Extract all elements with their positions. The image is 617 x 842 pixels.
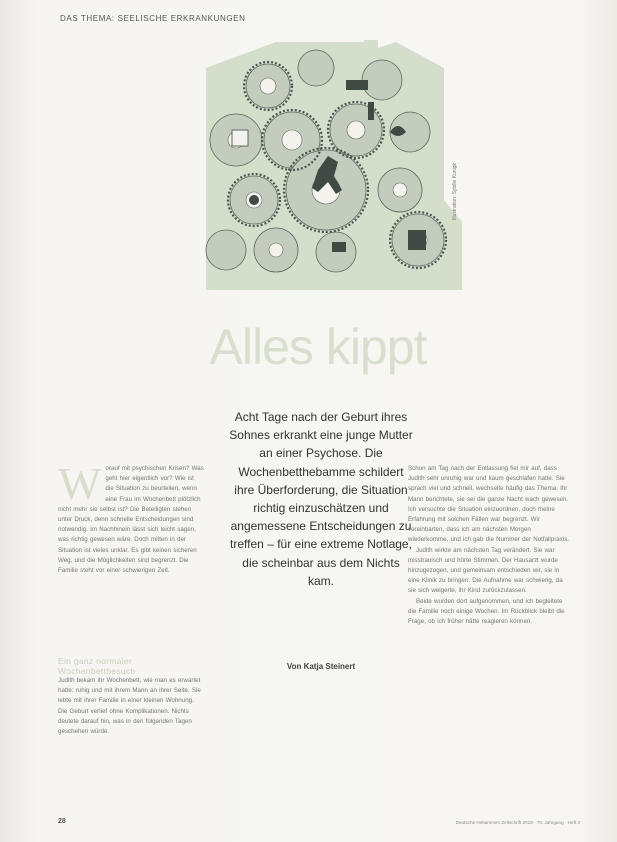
calendar-icon	[232, 130, 248, 146]
bottle-icon	[368, 102, 374, 120]
paragraph: Beide wurden dort aufgenommen, und ich begleitete die Familie noch einige Wochen. Im Rückblick bleibt die Frage, ob ich früher hätte reagieren können.	[408, 597, 565, 626]
headline: Alles kippt	[209, 319, 427, 375]
footer-source: Deutsche Hebammen Zeitschrift 2018 · 70. Jahrgang · Heft 3	[455, 820, 580, 825]
paragraph: Judith bekam ihr Wochenbett, wie man es erwartet hatte: ruhig und mit ihrem Mann an ihrer Seite. Sie lebte mit ihrer Familie in einer kleinen Wohnung. Die Geburt verlief ohne Komplikationen. Nichts deutete darauf hin, was in den folgenden Tagen geschehen würde.	[58, 677, 201, 736]
dropcap: W	[58, 458, 102, 509]
stroller-icon	[332, 242, 346, 252]
right-column	[408, 464, 570, 627]
chimney	[366, 40, 378, 62]
intro-text: Acht Tage nach der Geburt ihres Sohnes erkrankt eine junge Mutter an einer Psychose. Die Wochenbetthebamme schildert ihre Überforderung, die Situation richtig einzuschätzen und angemessene Entscheidungen zu treffen – für eine extreme Notlage, die scheinbar aus dem Nichts kam.	[229, 410, 413, 588]
phone-icon	[346, 80, 368, 90]
byline: Von Katja Steinert	[286, 662, 356, 671]
left-column	[58, 458, 204, 576]
gears-illustration	[196, 40, 462, 290]
illustration-credit: Illustration: Sybille Kunigk	[452, 163, 458, 220]
running-head: DAS THEMA: SEELISCHE ERKRANKUNGEN	[60, 14, 246, 23]
baby-icon	[249, 195, 259, 205]
paragraph: Schon am Tag nach der Entlassung fiel mir auf, dass Judith sehr unruhig war und kaum geschlafen hatte. Sie sprach viel und schnell, wechselte häufig das Thema. Ihr Mann berichtete, sie sei die ganze Nacht wach gewesen. Ich versuchte die Situation einzuordnen, doch meine Erfahrung mit solchen Fällen war begrenzt. Wir vereinbarten, dass ich am nächsten Morgen wiederkomme, und ich gab die Nummer der Notfallpraxis.	[408, 465, 570, 544]
subheading: Ein ganz normaler Wochenbettbesuch	[58, 656, 136, 676]
page-number: 28	[58, 818, 66, 825]
left-column-continued	[58, 676, 204, 737]
paragraph: Judith wirkte am nächsten Tag verändert. Sie war misstrauisch und hörte Stimmen. Der Hausarzt wurde hinzugezogen, und gemeinsam entschieden wir, sie in eine Klinik zu bringen. Die Aufnahme war schwierig, da sie sich weigerte, ihr Kind zurückzulassen.	[408, 546, 563, 595]
paragraph: orauf mit psychischen Krisen? Was geht hier eigentlich vor? Wie ist die Situation zu beurteilen, wenn eine Frau im Wochenbett plötzlich nicht mehr sie selbst ist? Die Beteiligten stehen unter Druck, denn schnelle Entscheidungen sind notwendig. Im Nachhinein lässt sich leicht sagen, was richtig gewesen wäre. Doch mitten in der Situation ist vieles unklar. Es gibt keinen sicheren Weg, und die Möglichkeiten sind begrenzt. Die Familie steht vor einer schwierigen Zeit.	[58, 465, 204, 575]
